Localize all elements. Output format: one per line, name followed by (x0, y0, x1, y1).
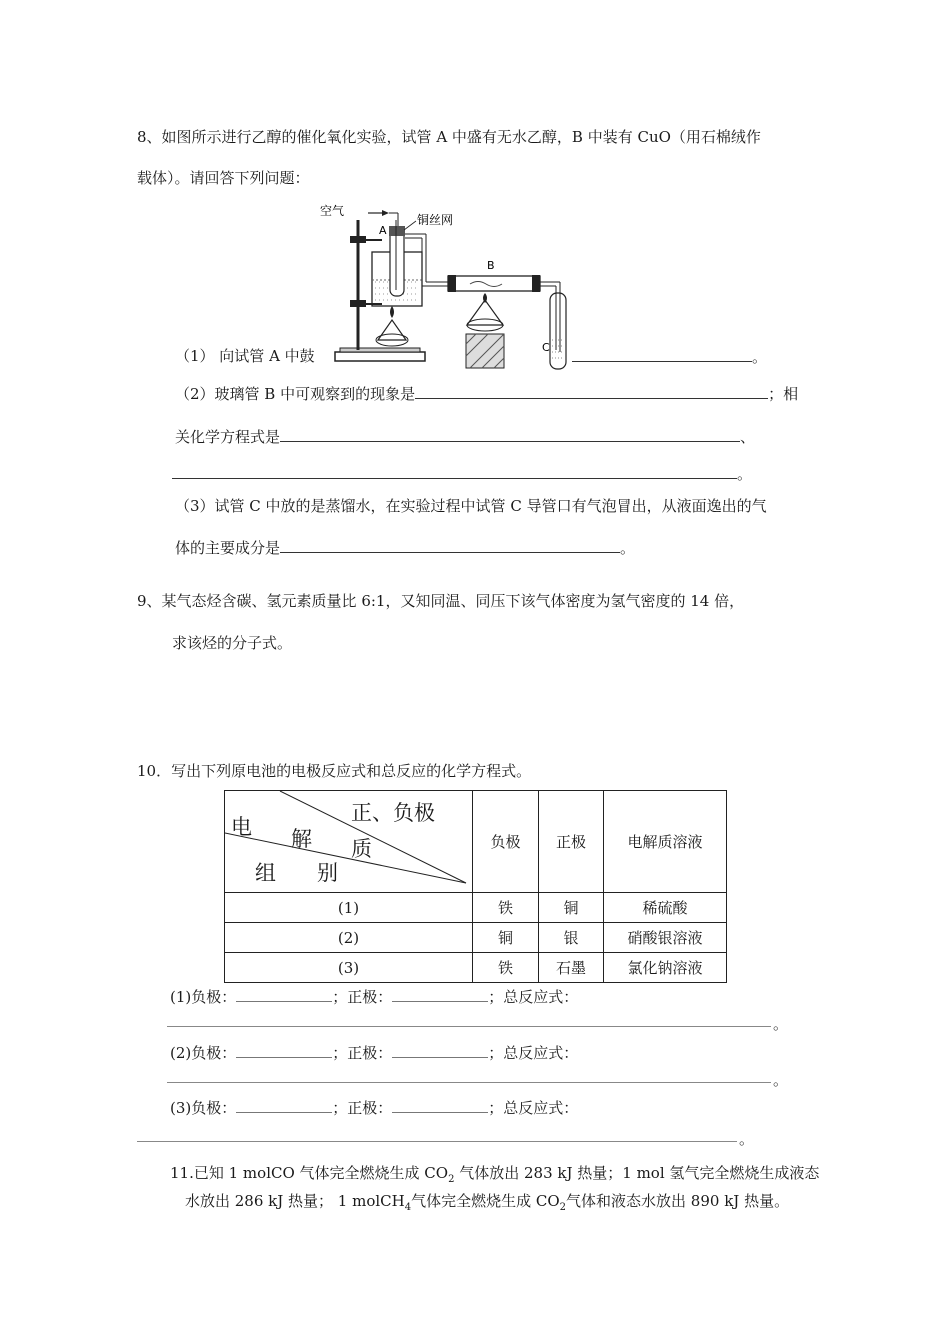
answer-blank[interactable] (392, 986, 488, 1002)
header-electrolyte: 电解质溶液 (604, 791, 727, 893)
q8-sub2a-end: ；相 (768, 385, 799, 403)
diag-label-jie: 解 (291, 827, 312, 851)
electrolyte-cell: 氯化钠溶液 (604, 953, 727, 983)
group-cell: (3) (225, 953, 473, 983)
label-copper-mesh: 铜丝网 (417, 213, 454, 227)
period: 。 (773, 1015, 789, 1033)
neg-label: (2)负极： (170, 1044, 237, 1062)
subscript: 4 (404, 1202, 412, 1213)
table-row (225, 953, 727, 983)
q8-sub2b-text: 关化学方程式是 (175, 428, 281, 446)
period: 。 (620, 539, 636, 557)
diag-label-electrodes: 正、负极 (351, 801, 435, 825)
period: 。 (773, 1071, 789, 1089)
total-label: ；总反应式： (488, 988, 579, 1006)
total-label: ；总反应式： (488, 1099, 579, 1117)
answer-blank[interactable] (280, 426, 740, 442)
answer-blank[interactable] (415, 383, 768, 399)
diag-label-zu: 组 (255, 861, 276, 885)
positive-cell: 铜 (539, 893, 604, 923)
q10-answer-1 (170, 986, 578, 1007)
diag-label-bie: 别 (317, 861, 338, 885)
header-negative: 负极 (473, 791, 539, 893)
q10-answer-3 (170, 1097, 578, 1118)
q11-text-line2 (185, 1191, 789, 1218)
subscript: 2 (448, 1174, 455, 1185)
answer-blank[interactable] (280, 537, 620, 553)
q10-title: 10．写出下列原电池的电极反应式和总反应的化学方程式。 (137, 762, 532, 780)
diag-label-dian: 电 (231, 815, 252, 839)
electrolyte-cell: 稀硫酸 (604, 893, 727, 923)
q8-sub2b-end: 、 (740, 428, 756, 446)
total-label: ；总反应式： (488, 1044, 579, 1062)
answer-blank[interactable] (572, 346, 752, 362)
pos-label: ；正极： (332, 1099, 393, 1117)
answer-blank[interactable] (236, 986, 332, 1002)
q8-sub3b-text: 体的主要成分是 (175, 539, 281, 557)
neg-label: (3)负极： (170, 1099, 237, 1117)
pos-label: ；正极： (332, 1044, 393, 1062)
group-cell: (1) (225, 893, 473, 923)
table-row (225, 893, 727, 923)
q8-sub3b (175, 537, 635, 558)
q9-text-line2: 求该烃的分子式。 (172, 634, 293, 652)
group-cell: (2) (225, 923, 473, 953)
q11-l2b: 气体完全燃烧生成 CO (411, 1192, 560, 1210)
table-row (225, 923, 727, 953)
answer-blank[interactable] (236, 1097, 332, 1113)
positive-cell: 石墨 (539, 953, 604, 983)
period: 。 (737, 465, 753, 483)
q11-l2a: 水放出 286 kJ 热量； 1 molCH (185, 1192, 405, 1210)
period: 。 (752, 348, 768, 366)
negative-cell: 铁 (473, 893, 539, 923)
q11-l1b: 气体放出 283 kJ 热量；1 mol 氢气完全燃烧生成液态 (454, 1164, 820, 1182)
table-header-row (225, 791, 727, 893)
answer-blank[interactable] (392, 1042, 488, 1058)
q8-text-line2: 载体）。请回答下列问题： (137, 169, 310, 187)
q8-sub2b (175, 426, 755, 447)
label-b: B (487, 259, 495, 272)
answer-line[interactable] (167, 1082, 771, 1083)
electrode-table (224, 790, 727, 983)
subscript: 2 (559, 1202, 567, 1213)
header-positive: 正极 (539, 791, 604, 893)
q8-sub2a (175, 383, 798, 404)
q9-text-line1: 9、某气态烃含碳、氢元素质量比 6:1，又知同温、同压下该气体密度为氢气密度的 14 倍， (137, 592, 745, 610)
label-air: 空气 (320, 204, 345, 218)
answer-blank[interactable] (236, 1042, 332, 1058)
label-a: A (379, 224, 387, 237)
answer-line[interactable] (137, 1141, 737, 1142)
q8-sub3a: （3）试管 C 中放的是蒸馏水，在实验过程中试管 C 导管口有气泡冒出，从液面逸出的气 (175, 497, 767, 515)
negative-cell: 铜 (473, 923, 539, 953)
pos-label: ；正极： (332, 988, 393, 1006)
neg-label: (1)负极： (170, 988, 237, 1006)
q10-answer-2 (170, 1042, 578, 1063)
electrolyte-cell: 硝酸银溶液 (604, 923, 727, 953)
label-c: C (542, 341, 550, 354)
q8-sub2c (172, 463, 752, 484)
negative-cell: 铁 (473, 953, 539, 983)
answer-blank[interactable] (392, 1097, 488, 1113)
q8-sub1-text: （1） 向试管 A 中鼓 (175, 347, 315, 365)
ethanol-oxidation-apparatus-diagram (320, 200, 580, 375)
q11-l1a: 11.已知 1 molCO 气体完全燃烧生成 CO (170, 1164, 449, 1182)
q11-text-line1 (170, 1163, 819, 1190)
q8-text-line1: 8、如图所示进行乙醇的催化氧化实验，试管 A 中盛有无水乙醇，B 中装有 CuO（用石棉绒作 (137, 128, 761, 146)
diagonal-header-cell (225, 791, 473, 893)
diag-label-zhi: 质 (351, 837, 372, 861)
answer-blank[interactable] (172, 463, 737, 479)
answer-line[interactable] (167, 1026, 771, 1027)
q11-l2c: 气体和液态水放出 890 kJ 热量。 (566, 1192, 790, 1210)
positive-cell: 银 (539, 923, 604, 953)
q8-sub1-line (572, 346, 767, 367)
period: 。 (739, 1130, 755, 1148)
q8-sub2a-text: （2）玻璃管 B 中可观察到的现象是 (175, 385, 416, 403)
